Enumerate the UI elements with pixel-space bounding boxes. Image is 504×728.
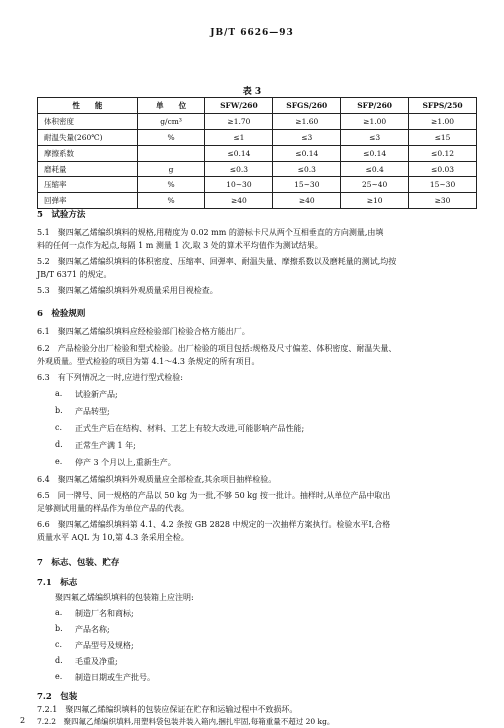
- table-header-row: [38, 98, 477, 114]
- table-cell: ≥10: [341, 193, 409, 209]
- table-cell: ≤0.3: [273, 161, 341, 177]
- col-header: SFGS/260: [273, 98, 341, 114]
- table-cell: ≥1.00: [409, 113, 477, 129]
- table-cell: 压缩率: [38, 177, 138, 193]
- list-item: 制造日期或生产批号。: [75, 673, 155, 682]
- para-6-5-line2: 足够测试用量的样品作为单位产品的代表。: [37, 504, 189, 513]
- para-5-1-line2: 料的任何一点作为起点,每隔 1 m 测量 1 次,取 3 处的算术平均值作为测试结果。: [37, 241, 323, 250]
- para-7-2-2: 7.2.2 聚四氟乙烯编织填料,用塑料袋包装并装入箱内,捆扎牢固,每箱重量不超过 20 kg。: [37, 717, 335, 726]
- para-7-1: 聚四氟乙烯编织填料的包装箱上应注明:: [55, 593, 194, 602]
- table-cell: 耐温失量(260℃): [38, 129, 138, 145]
- table-cell: [137, 145, 205, 161]
- list-item: 产品转型;: [75, 407, 110, 416]
- table-cell: ≥1.60: [273, 113, 341, 129]
- col-header: 单 位: [137, 98, 205, 114]
- list-item-marker: a.: [55, 608, 63, 617]
- list-item-marker: b.: [55, 624, 63, 633]
- section-7-title: 7 标志、包装、贮存: [37, 558, 120, 568]
- table-cell: g: [137, 161, 205, 177]
- table-cell: ≥30: [409, 193, 477, 209]
- page-header: JB/T 6626—93: [210, 28, 294, 38]
- table-cell: ≥1.70: [205, 113, 273, 129]
- para-6-6-line1: 6.6 聚四氟乙烯编织填料第 4.1、4.2 条按 GB 2828 中规定的一次抽样方案执行。检验水平Ⅰ,合格: [37, 520, 391, 529]
- para-6-5-line1: 6.5 同一牌号、同一规格的产品以 50 kg 为一批,不够 50 kg 按一批计。抽样时,从单位产品中取出: [37, 491, 391, 500]
- col-header: 性 能: [38, 98, 138, 114]
- table-cell: ≤15: [409, 129, 477, 145]
- table-cell: ≤0.14: [341, 145, 409, 161]
- table-cell: 体积密度: [38, 113, 138, 129]
- list-item: 产品名称;: [75, 625, 110, 634]
- list-item: 停产 3 个月以上,重新生产。: [75, 458, 176, 467]
- table-cell: 回弹率: [38, 193, 138, 209]
- table-cell: g/cm³: [137, 113, 205, 129]
- col-header: SFPS/250: [409, 98, 477, 114]
- list-item-marker: e.: [55, 457, 63, 466]
- list-item: 毛重及净重;: [75, 657, 118, 666]
- para-5-2-line2: JB/T 6371 的规定。: [37, 270, 112, 279]
- list-item: 产品型号及规格;: [75, 641, 134, 650]
- para-6-2-line1: 6.2 产品检验分出厂检验和型式检验。出厂检验的项目包括:规格及尺寸偏差、体积密度、耐温失量、: [37, 344, 397, 353]
- table-caption: 表 3: [242, 87, 262, 97]
- list-item-marker: c.: [55, 423, 63, 432]
- list-item: 试验新产品;: [75, 390, 118, 399]
- list-item-marker: d.: [55, 656, 63, 665]
- list-item: 正式生产后在结构、材料、工艺上有较大改进,可能影响产品性能;: [75, 424, 305, 433]
- table-cell: 25~40: [341, 177, 409, 193]
- table-row: [38, 129, 477, 145]
- list-item-marker: b.: [55, 406, 63, 415]
- para-5-3: 5.3 聚四氟乙烯编织填料外观质量采用目视检查。: [37, 286, 218, 295]
- section-6-title: 6 检验规则: [37, 309, 86, 319]
- properties-table: [37, 97, 477, 209]
- table-row: [38, 193, 477, 209]
- table-cell: ≤0.14: [273, 145, 341, 161]
- table-cell: 15~30: [273, 177, 341, 193]
- list-item: 正常生产满 1 年;: [75, 441, 136, 450]
- list-item: 制造厂名和商标;: [75, 609, 134, 618]
- table-cell: ≥40: [273, 193, 341, 209]
- table-cell: %: [137, 129, 205, 145]
- para-7-2-1: 7.2.1 聚四氟乙烯编织填料的包装应保证在贮存和运输过程中不致损坏。: [37, 705, 298, 714]
- table-cell: %: [137, 177, 205, 193]
- list-item-marker: d.: [55, 440, 63, 449]
- table-cell: 10~30: [205, 177, 273, 193]
- page-number: 2: [20, 716, 26, 725]
- para-6-2-line2: 外观质量。型式检验的项目为第 4.1～4.3 条规定的所有项目。: [37, 357, 260, 366]
- table-row: [38, 145, 477, 161]
- para-6-1: 6.1 聚四氟乙烯编织填料应经检验部门检验合格方能出厂。: [37, 327, 250, 336]
- para-6-6-line2: 质量水平 AQL 为 10,第 4.3 条采用全检。: [37, 533, 189, 542]
- para-5-2-line1: 5.2 聚四氟乙烯编织填料的体积密度、压缩率、回弹率、耐温失量、摩擦系数以及磨耗量的测试,均按: [37, 257, 397, 266]
- table-cell: 15~30: [409, 177, 477, 193]
- table-cell: ≤3: [341, 129, 409, 145]
- para-6-4: 6.4 聚四氟乙烯编织填料外观质量应全部检查,其余项目抽样检验。: [37, 475, 277, 484]
- table-cell: 摩擦系数: [38, 145, 138, 161]
- table-cell: ≤0.12: [409, 145, 477, 161]
- para-6-3: 6.3 有下列情况之一时,应进行型式检验:: [37, 373, 183, 382]
- table-row: [38, 161, 477, 177]
- table-cell: 磨耗量: [38, 161, 138, 177]
- table-cell: ≥1.00: [341, 113, 409, 129]
- table-cell: ≤0.03: [409, 161, 477, 177]
- subsection-7-1-title: 7.1 标志: [37, 578, 78, 588]
- table-row: [38, 177, 477, 193]
- col-header: SFP/260: [341, 98, 409, 114]
- table-cell: %: [137, 193, 205, 209]
- list-item-marker: e.: [55, 672, 63, 681]
- table-cell: ≤1: [205, 129, 273, 145]
- section-5-title: 5 试验方法: [37, 210, 86, 220]
- table-cell: ≤0.4: [341, 161, 409, 177]
- list-item-marker: a.: [55, 389, 63, 398]
- table-row: [38, 113, 477, 129]
- para-5-1-line1: 5.1 聚四氟乙烯编织填料的规格,用精度为 0.02 mm 的游标卡尺从两个互相垂直的方向测量,由填: [37, 228, 384, 237]
- subsection-7-2-title: 7.2 包装: [37, 692, 78, 702]
- table-cell: ≤0.3: [205, 161, 273, 177]
- list-item-marker: c.: [55, 640, 63, 649]
- table-cell: ≤0.14: [205, 145, 273, 161]
- table-cell: ≤3: [273, 129, 341, 145]
- col-header: SFW/260: [205, 98, 273, 114]
- table-cell: ≥40: [205, 193, 273, 209]
